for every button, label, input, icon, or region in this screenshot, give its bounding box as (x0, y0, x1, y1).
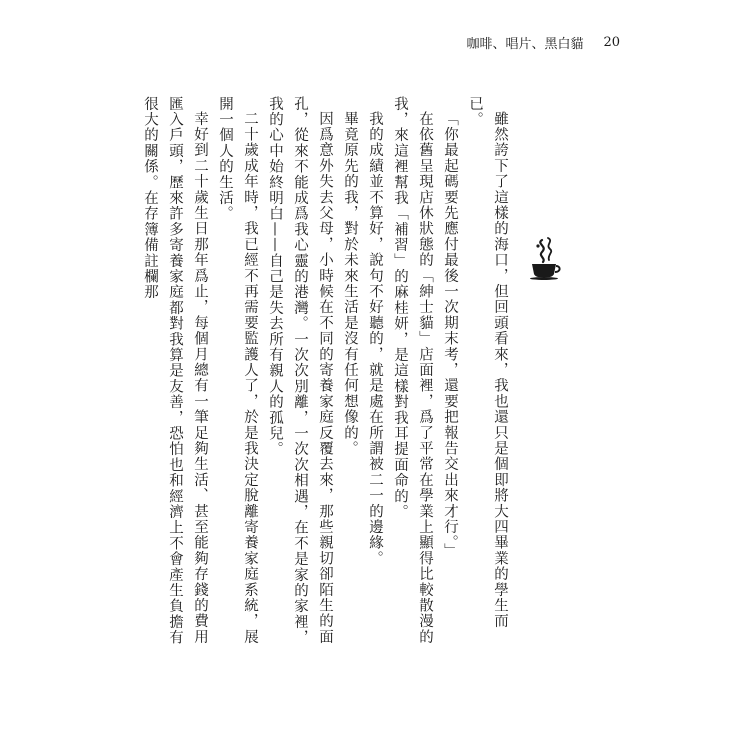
paragraph: 「你最起碼要先應付最後一次期末考，還要把報告交出來才行。」 (442, 110, 458, 559)
paragraph: 雖然誇下了這樣的海口，但回頭看來，我也還只是個即將大四畢業的學生而已。 (467, 96, 508, 629)
body-text (142, 96, 512, 656)
paragraph: 畢竟原先的我，對於未來生活是沒有任何想像的。 (342, 110, 358, 456)
paragraph: 在依舊呈現店休狀態的「紳士貓」店面裡，爲了平常在學業上顯得比較散漫的我，來這裡幫我「補習」的麻桂妍，是這樣對我耳提面命的。 (392, 96, 433, 645)
paragraph: 二十歲成年時，我已經不再需要監護人了，於是我決定脫離寄養家庭系統，展開一個人的生活。 (217, 96, 258, 645)
page-number: 20 (603, 34, 620, 50)
paragraph: 我的成績並不算好，說句不好聽的，就是處在所謂被二一的邊緣。 (367, 110, 383, 566)
book-title: 咖啡、唱片、黑白貓 (466, 36, 584, 52)
coffee-cup-icon (528, 236, 564, 280)
running-header (420, 32, 620, 52)
paragraph: 幸好到二十歲生日那年爲止，每個月總有一筆足夠生活、甚至能夠存錢的費用匯入戶頭，歷來許多寄養家庭都對我算是友善，恐怕也和經濟上不會產生負擔有很大的關係。在存簿備註欄那 (142, 96, 208, 646)
paragraph: 因爲意外失去父母，小時候在不同的寄養家庭反覆去來，那些親切卻陌生的面孔，從來不能成爲我心靈的港灣。一次次別離，一次次相遇，在不是家的家裡，我的心中始終明白——自己是失去所有親人的孤兒。 (267, 96, 333, 646)
